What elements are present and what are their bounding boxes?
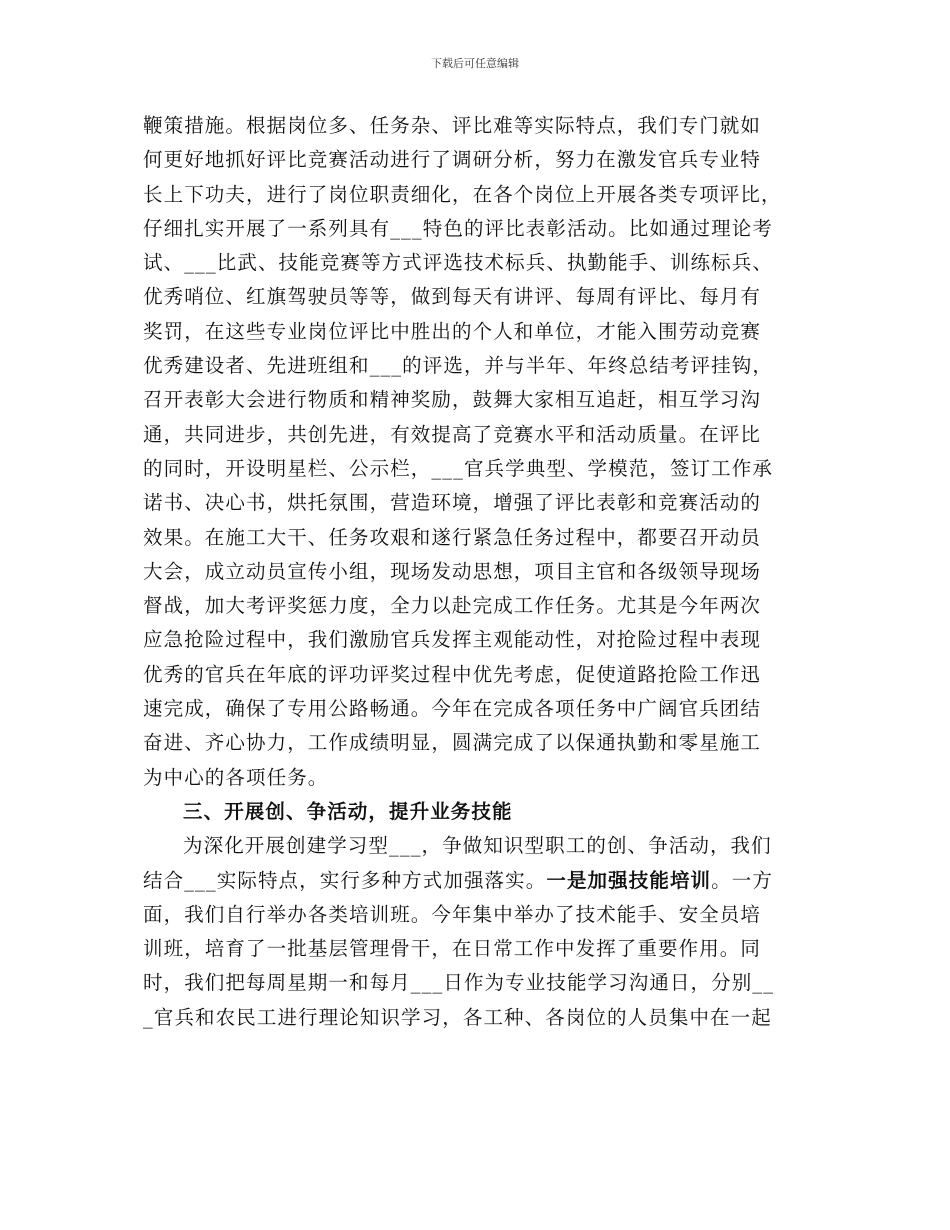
text-run: 。一方 xyxy=(711,868,773,892)
page-header: 下载后可任意编辑 xyxy=(431,57,519,70)
paragraph-line: 长上下功夫，进行了岗位职责细化，在各个岗位上开展各类专项评比， xyxy=(143,182,782,206)
paragraph-line: 时，我们把每周星期一和每月___日作为专业技能学习沟通日，分别__ xyxy=(143,971,775,995)
paragraph-line: 效果。在施工大干、任务攻艰和遂行紧急任务过程中，都要召开动员 xyxy=(143,525,762,549)
paragraph-line: 优秀建设者、先进班组和___的评选，并与半年、年终总结考评挂钩， xyxy=(143,354,773,378)
paragraph-line: 仔细扎实开展了一系列具有___特色的评比表彰活动。比如通过理论考 xyxy=(143,216,773,240)
paragraph-line: 为深化开展创建学习型___，争做知识型职工的创、争活动，我们 xyxy=(183,834,772,858)
paragraph-line: 训班，培育了一批基层管理骨干，在日常工作中发挥了重要作用。同 xyxy=(143,937,762,961)
paragraph-line: 大会，成立动员宣传小组，现场发动思想，项目主官和各级领导现场 xyxy=(143,559,762,583)
paragraph-line: 督战，加大考评奖惩力度，全力以赴完成工作任务。尤其是今年两次 xyxy=(143,594,762,618)
paragraph-line: 通，共同进步，共创先进，有效提高了竞赛水平和活动质量。在评比 xyxy=(143,422,762,446)
paragraph-line: 鞭策措施。根据岗位多、任务杂、评比难等实际特点，我们专门就如 xyxy=(143,114,762,137)
paragraph-line: 诺书、决心书，烘托氛围，营造环境，增强了评比表彰和竞赛活动的 xyxy=(143,491,762,515)
paragraph-line: 优秀哨位、红旗驾驶员等等，做到每天有讲评、每周有评比、每月有 xyxy=(143,285,762,309)
bold-phrase: 一是加强技能培训 xyxy=(546,868,712,892)
paragraph-line: 奖罚，在这些专业岗位评比中胜出的个人和单位，才能入围劳动竞赛 xyxy=(143,319,762,343)
paragraph-line: 优秀的官兵在年底的评功评奖过程中优先考虑，促使道路抢险工作迅 xyxy=(143,662,762,686)
document-body xyxy=(143,109,823,1035)
paragraph-line: 奋进、齐心协力，工作成绩明显，圆满完成了以保通执勤和零星施工 xyxy=(143,731,762,755)
paragraph-line: 速完成，确保了专用公路畅通。今年在完成各项任务中广阔官兵团结 xyxy=(143,697,762,721)
paragraph-line xyxy=(143,864,823,898)
paragraph-line: 何更好地抓好评比竞赛活动进行了调研分析，努力在激发官兵专业特 xyxy=(143,148,762,172)
paragraph-line: 召开表彰大会进行物质和精神奖励，鼓舞大家相互追赶，相互学习沟 xyxy=(143,388,762,412)
paragraph-line: 试、___比武、技能竞赛等方式评选技术标兵、执勤能手、训练标兵、 xyxy=(143,251,773,275)
paragraph-line: _官兵和农民工进行理论知识学习，各工种、各岗位的人员集中在一起 xyxy=(143,1005,772,1029)
paragraph-line: 面，我们自行举办各类培训班。今年集中举办了技术能手、安全员培 xyxy=(143,902,762,926)
text-run: 结合___实际特点，实行多种方式加强落实。 xyxy=(143,868,547,892)
section-heading: 三、开展创、争活动，提升业务技能 xyxy=(183,799,513,823)
paragraph-line: 为中心的各项任务。 xyxy=(143,765,329,789)
paragraph-line: 的同时，开设明星栏、公示栏，___官兵学典型、学模范，签订工作承 xyxy=(143,456,773,480)
paragraph-line: 应急抢险过程中，我们激励官兵发挥主观能动性，对抢险过程中表现 xyxy=(143,628,762,652)
